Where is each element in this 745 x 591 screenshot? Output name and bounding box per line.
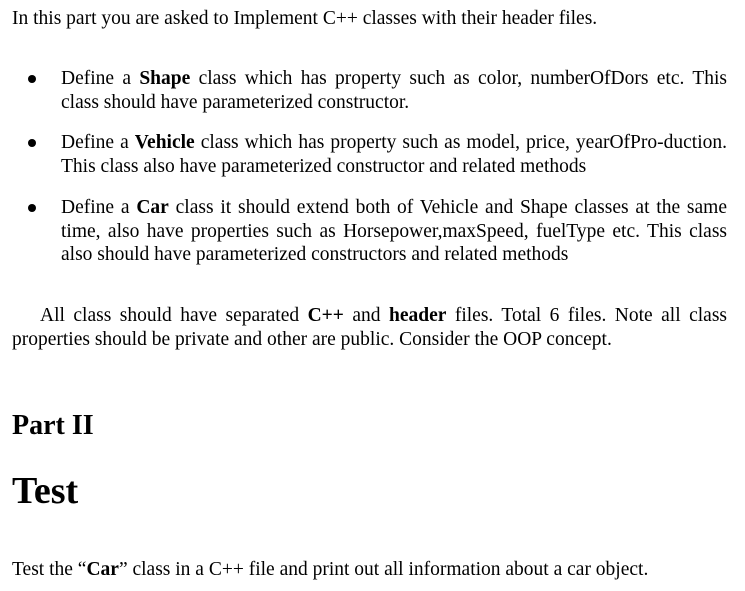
item-class-name: Car [136, 197, 169, 218]
bullet-icon [28, 139, 36, 147]
para-pre: All class should have separated [40, 305, 308, 326]
item-post: class it should extend both of Vehicle and Shape classes at the same time, also have properties such as Horsepower,maxSpeed, fuelType etc. This class also should have parameterized constructors and related methods [61, 197, 727, 265]
item-post: class which has property such as color, numberOfDors etc. This class should have parameterized constructor. [61, 68, 727, 113]
item-text [61, 131, 727, 178]
item-class-name: Shape [139, 68, 191, 89]
para-post: files. Total 6 files. Note all class properties should be private and other are public. Consider the OOP concept. [12, 305, 728, 350]
bullet-icon [28, 75, 36, 83]
item-text [61, 196, 727, 267]
chapter-title: Test [12, 470, 79, 512]
part-title: Part II [12, 410, 94, 441]
item-pre: Define a [61, 132, 135, 153]
intro-text: In this part you are asked to Implement C++ classes with their header files. [12, 8, 598, 29]
test-instruction [12, 558, 727, 582]
final-post: ” class in a C++ file and print out all information about a car object. [118, 559, 649, 580]
para-bold-header: header [388, 305, 447, 326]
bullet-icon [28, 204, 36, 212]
para-mid: and [343, 305, 389, 326]
item-pre: Define a [61, 68, 140, 89]
item-post: class which has property such as model, price, yearOfPro-duction. This class also have parameterized constructor and related methods [61, 132, 727, 177]
final-bold-car: Car [86, 559, 119, 580]
para-bold-cpp: C++ [307, 305, 344, 326]
item-text [61, 67, 727, 114]
item-class-name: Vehicle [134, 132, 195, 153]
item-pre: Define a [61, 197, 137, 218]
files-paragraph [12, 304, 727, 351]
final-pre: Test the “ [12, 559, 87, 580]
